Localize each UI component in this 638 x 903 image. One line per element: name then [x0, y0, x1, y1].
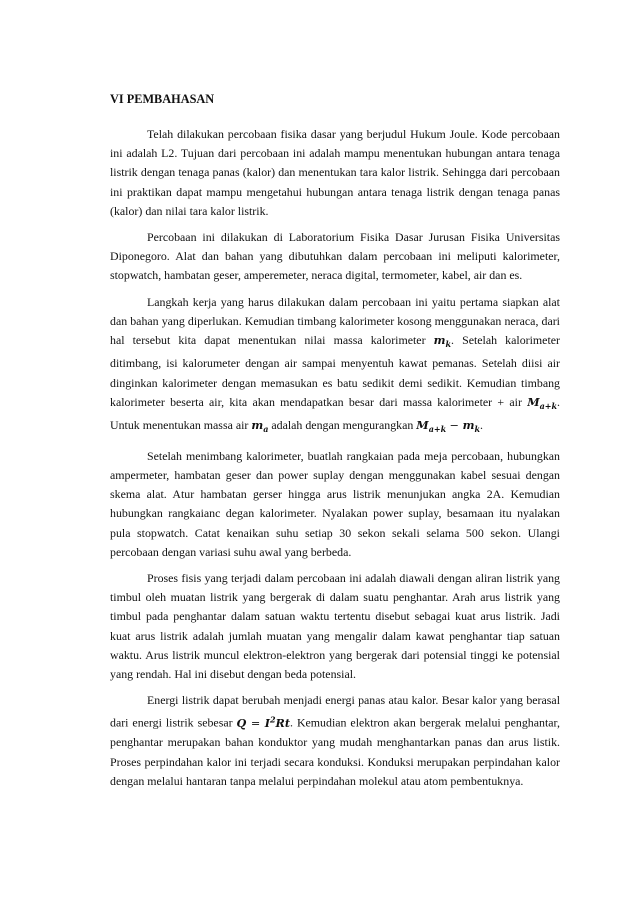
paragraph-physical-process: Proses fisis yang terjadi dalam percobaan ini adalah diawali dengan aliran listrik yang timbul oleh muatan listrik yang bergerak di dalam suatu penghantar. Arah arus listrik yang timbul pada penghantar dalam satuan waktu tertentu disebut sebagai kuat arus listrik. Jadi kuat arus listrik adalah jumlah muatan yang mengalir dalam kawat penghantar tiap satuan waktu. Arus listrik muncul elektron-elektron yang bergerak dari potensial tinggi ke potensial yang rendah. Hal ini disebut dengan beda potensial.: [110, 570, 560, 681]
math-Mak: $M_{a+k}$: [527, 394, 558, 412]
math-joule-equation: $Q = I^2Rt$: [236, 714, 291, 731]
section-heading: VI PEMBAHASAN: [110, 92, 215, 106]
paragraph-energy-conversion: Energi listrik dapat berubah menjadi energi panas atau kalor. Besar kalor yang berasal dari energi listrik sebesar $Q = I^2Rt$. Kemudian elektron akan bergerak melalui penghantar, penghantar merupakan bahan konduktor yang mudah menghantarkan panas dan arus listik. Proses perpindahan kalor ini terjadi secara konduksi. Konduksi merupakan perpindahan kalor dengan melalui hantaran tanpa melalui perpindahan molekul atau atom pembentuknya.: [110, 693, 560, 788]
paragraph-procedure-circuit: Setelah menimbang kalorimeter, buatlah rangkaian pada meja percobaan, hubungkan ampermeter, hambatan geser dan power suplay dengan menggunakan kabel sesuai dengan skema alat. Atur hambatan gerser hingga arus listrik menunjukan angka 2A. Kemudian hubungkan rangkaianc degan kalorimeter. Nyalakan power suplay, besamaan itu nyalakan pula stopwatch. Catat kenaikan suhu setiap 30 sekon sekali selama 500 sekon. Ulangi percobaan dengan variasi suhu awal yang berbeda.: [110, 448, 560, 559]
math-ma: $m_a$: [251, 418, 269, 435]
math-difference: $M_{a+k} - m_k$: [416, 418, 481, 435]
paragraph-location-equipment: Percobaan ini dilakukan di Laboratorium Fisika Dasar Jurusan Fisika Universitas Diponegoro. Alat dan bahan yang dibutuhkan dalam percobaan ini meliputi kalorimeter, stopwatch, hambatan geser, amperemeter, neraca digital, termometer, kabel, air dan es.: [110, 230, 560, 283]
paragraph-intro: Telah dilakukan percobaan fisika dasar yang berjudul Hukum Joule. Kode percobaan ini adalah L2. Tujuan dari percobaan ini adalah mampu menentukan hubungan antara tenaga listrik dengan tenaga panas (kalor) dan menentukan tara kalor listrik. Sehingga dari percobaan ini praktikan dapat mampu mengetahui hubungan antara tenaga listrik dengan tenaga panas (kalor) dan nilai tara kalor listrik.: [110, 127, 560, 218]
paragraph-procedure-weighing: Langkah kerja yang harus dilakukan dalam percobaan ini yaitu pertama siapkan alat dan bahan yang diperlukan. Kemudian timbang kalorimeter kosong menggunakan neraca, dari hal tersebut kita dapat menentukan nilai massa kalorimeter $m_k$. Setelah kalorimeter ditimbang, isi kalorumeter dengan air sampai menyentuh kawat pemanas. Setelah diisi air dinginkan kalorimeter dengan memasukan es batu sedikit demi sedikit. Kemudian timbang kalorimeter beserta air, kita akan mendapatkan besar dari massa kalorimeter + air $M_{a+k}$. Untuk menentukan massa air $m_a$ adalah dengan mengurangkan $M_{a+k} - m_k$.: [110, 294, 560, 435]
math-mk: $m_k$: [433, 333, 452, 350]
